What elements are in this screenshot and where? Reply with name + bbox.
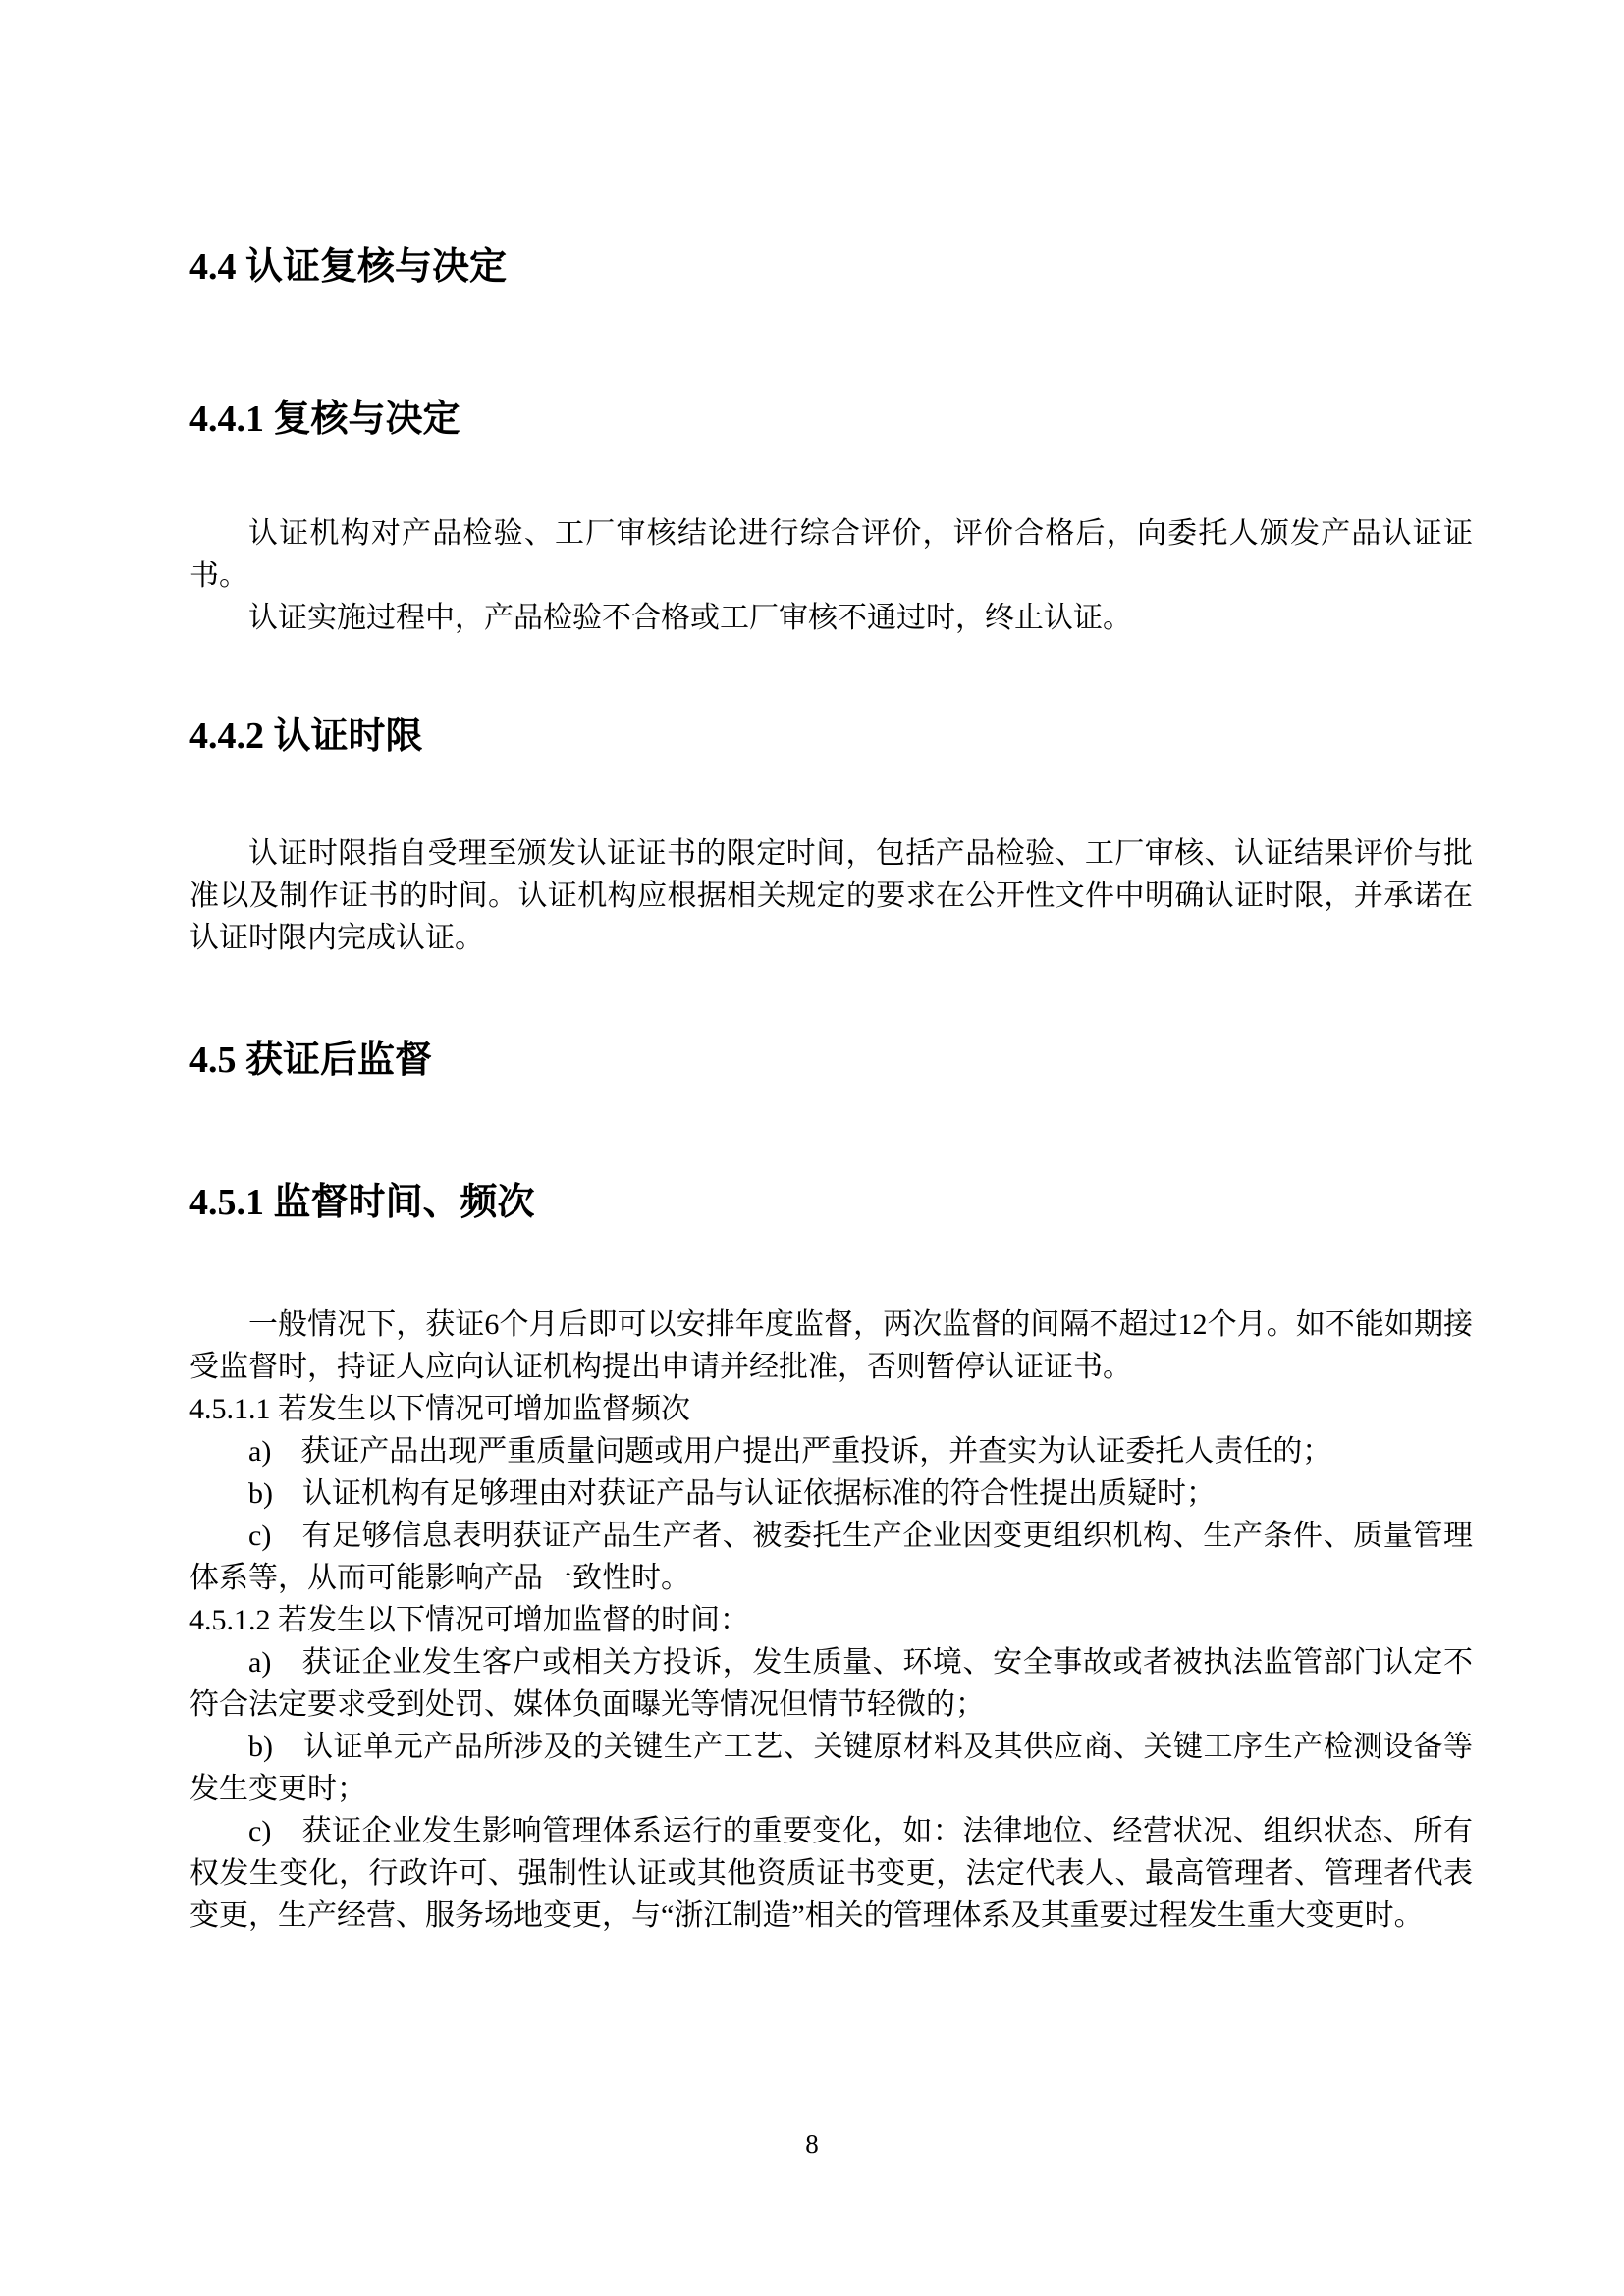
paragraph-review-decision-1: 认证机构对产品检验、工厂审核结论进行综合评价，评价合格后，向委托人颁发产品认证证书。 — [189, 517, 1473, 592]
subsection-heading-4-4-1: 4.4.1 复核与决定 — [189, 399, 460, 440]
subsection-heading-4-4-2: 4.4.2 认证时限 — [189, 716, 423, 757]
list-item-b-time: b) 认证单元产品所涉及的关键生产工艺、关键原材料及其供应商、关键工序生产检测设备等发生变更时； — [189, 1731, 1473, 1805]
page-number: 8 — [805, 2129, 819, 2159]
paragraph-certification-time-limit: 认证时限指自受理至颁发认证证书的限定时间，包括产品检验、工厂审核、认证结果评价与批准以及制作证书的时间。认证机构应根据相关规定的要求在公开性文件中明确认证时限，并承诺在认证时限内完成认证。 — [189, 837, 1473, 954]
list-item-c-frequency: c) 有足够信息表明获证产品生产者、被委托生产企业因变更组织机构、生产条件、质量管理体系等，从而可能影响产品一致性时。 — [189, 1520, 1473, 1594]
page-content — [189, 0, 1473, 1937]
paragraph-supervision-general: 一般情况下，获证6个月后即可以安排年度监督，两次监督的间隔不超过12个月。如不能如期接受监督时，持证人应向认证机构提出申请并经批准，否则暂停认证证书。 — [189, 1308, 1473, 1383]
section-heading-4-5: 4.5 获证后监督 — [189, 1040, 433, 1081]
subsection-heading-4-5-1: 4.5.1 监督时间、频次 — [189, 1182, 535, 1223]
clause-4-5-1-2: 4.5.1.2 若发生以下情况可增加监督的时间： — [189, 1604, 749, 1636]
paragraph-review-decision-2: 认证实施过程中，产品检验不合格或工厂审核不通过时，终止认证。 — [248, 602, 1132, 634]
clause-4-5-1-1: 4.5.1.1 若发生以下情况可增加监督频次 — [189, 1393, 690, 1425]
list-item-c-time: c) 获证企业发生影响管理体系运行的重要变化，如：法律地位、经营状况、组织状态、所有权发生变化，行政许可、强制性认证或其他资质证书变更，法定代表人、最高管理者、管理者代表变更，生产经营、服务场地变更，与“浙江制造”相关的管理体系及其重要过程发生重大变更时。 — [189, 1815, 1473, 1932]
section-heading-4-4: 4.4 认证复核与决定 — [189, 246, 508, 288]
list-item-b-frequency: b) 认证机构有足够理由对获证产品与认证依据标准的符合性提出质疑时； — [248, 1477, 1216, 1510]
list-item-a-frequency: a) 获证产品出现严重质量问题或用户提出严重投诉，并查实为认证委托人责任的； — [248, 1435, 1332, 1468]
list-item-a-time: a) 获证企业发生客户或相关方投诉，发生质量、环境、安全事故或者被执法监管部门认定不符合法定要求受到处罚、媒体负面曝光等情况但情节轻微的； — [189, 1646, 1473, 1721]
